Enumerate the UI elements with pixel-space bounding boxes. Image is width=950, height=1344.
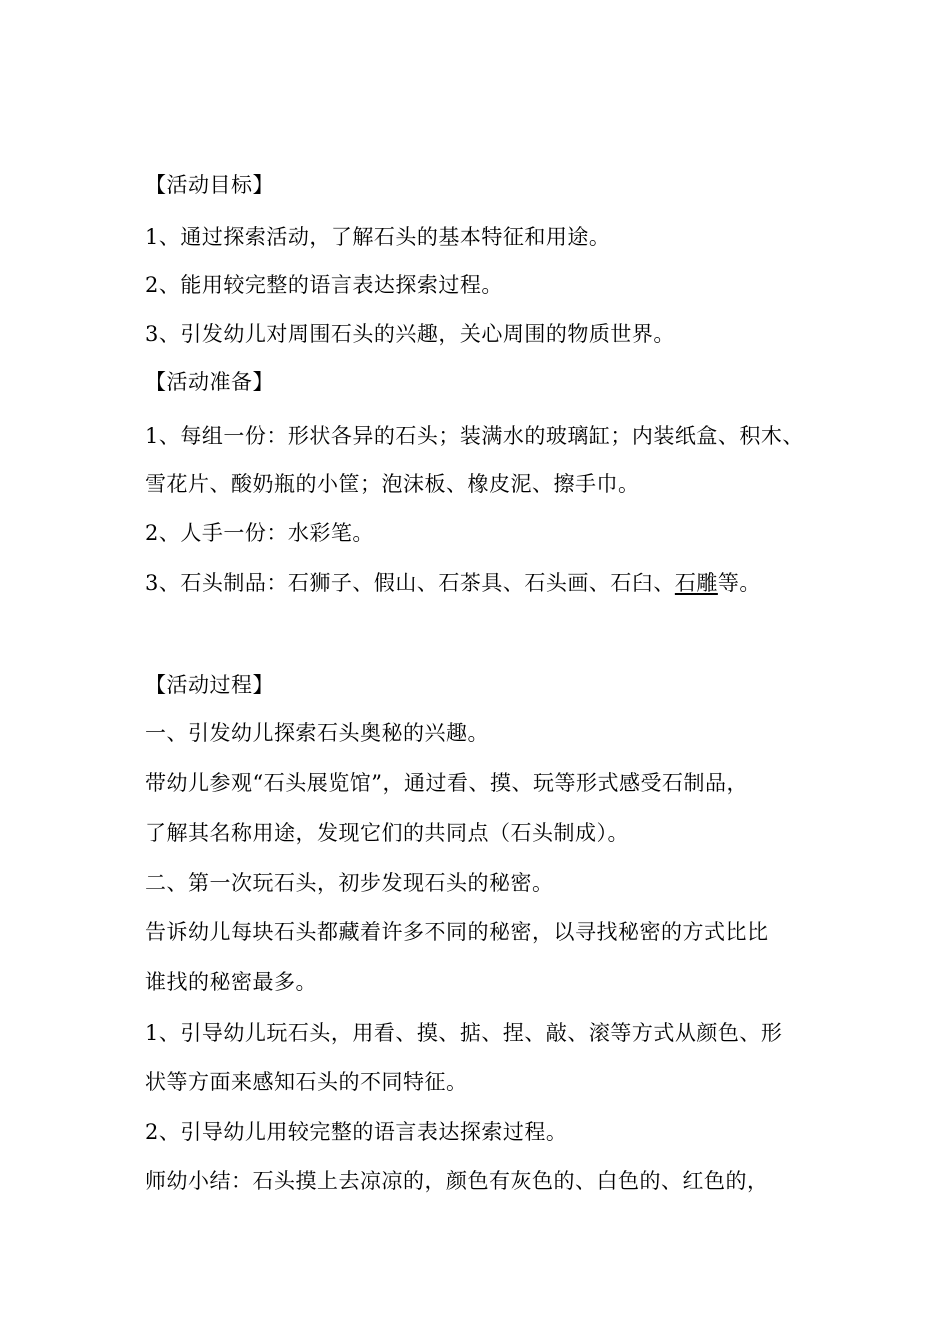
goal-item-3: 3、引发幼儿对周围石头的兴趣，关心周围的物质世界。 [145, 322, 675, 346]
process-step-2-title: 二、第一次玩石头，初步发现石头的秘密。 [145, 871, 554, 895]
process-step-2-line-1: 告诉幼儿每块石头都藏着许多不同的秘密，以寻找秘密的方式比比 [145, 920, 769, 944]
prep-item-3-suffix: 等。 [717, 571, 761, 595]
goal-item-1: 1、通过探索活动，了解石头的基本特征和用途。 [145, 225, 611, 249]
prep-item-3-underlined-term: 石雕 [674, 571, 718, 595]
process-sub-1-line-1: 1、引导幼儿玩石头，用看、摸、掂、捏、敲、滚等方式从颜色、形 [145, 1021, 783, 1045]
process-step-2-line-2: 谁找的秘密最多。 [145, 970, 317, 994]
prep-item-3 [145, 568, 761, 598]
process-sub-2: 2、引导幼儿用较完整的语言表达探索过程。 [145, 1120, 568, 1144]
prep-item-2: 2、人手一份：水彩笔。 [145, 521, 374, 545]
process-step-1-title: 一、引发幼儿探索石头奥秘的兴趣。 [145, 721, 489, 745]
process-summary: 师幼小结：石头摸上去凉凉的，颜色有灰色的、白色的、红色的， [145, 1169, 769, 1193]
prep-item-3-text: 3、石头制品：石狮子、假山、石茶具、石头画、石臼、 [145, 571, 675, 595]
goals-heading: 【活动目标】 [145, 173, 274, 197]
process-step-1-line-1: 带幼儿参观“石头展览馆”，通过看、摸、玩等形式感受石制品， [145, 771, 748, 795]
process-sub-1-line-2: 状等方面来感知石头的不同特征。 [145, 1070, 468, 1094]
prep-item-1-line-2: 雪花片、酸奶瓶的小筐；泡沫板、橡皮泥、擦手巾。 [145, 472, 640, 496]
process-heading: 【活动过程】 [145, 673, 274, 697]
prep-item-1-line-1: 1、每组一份：形状各异的石头；装满水的玻璃缸；内装纸盒、积木、 [145, 424, 804, 448]
goal-item-2: 2、能用较完整的语言表达探索过程。 [145, 273, 503, 297]
process-step-1-line-2: 了解其名称用途，发现它们的共同点（石头制成）。 [145, 821, 629, 845]
prep-heading: 【活动准备】 [145, 370, 274, 394]
